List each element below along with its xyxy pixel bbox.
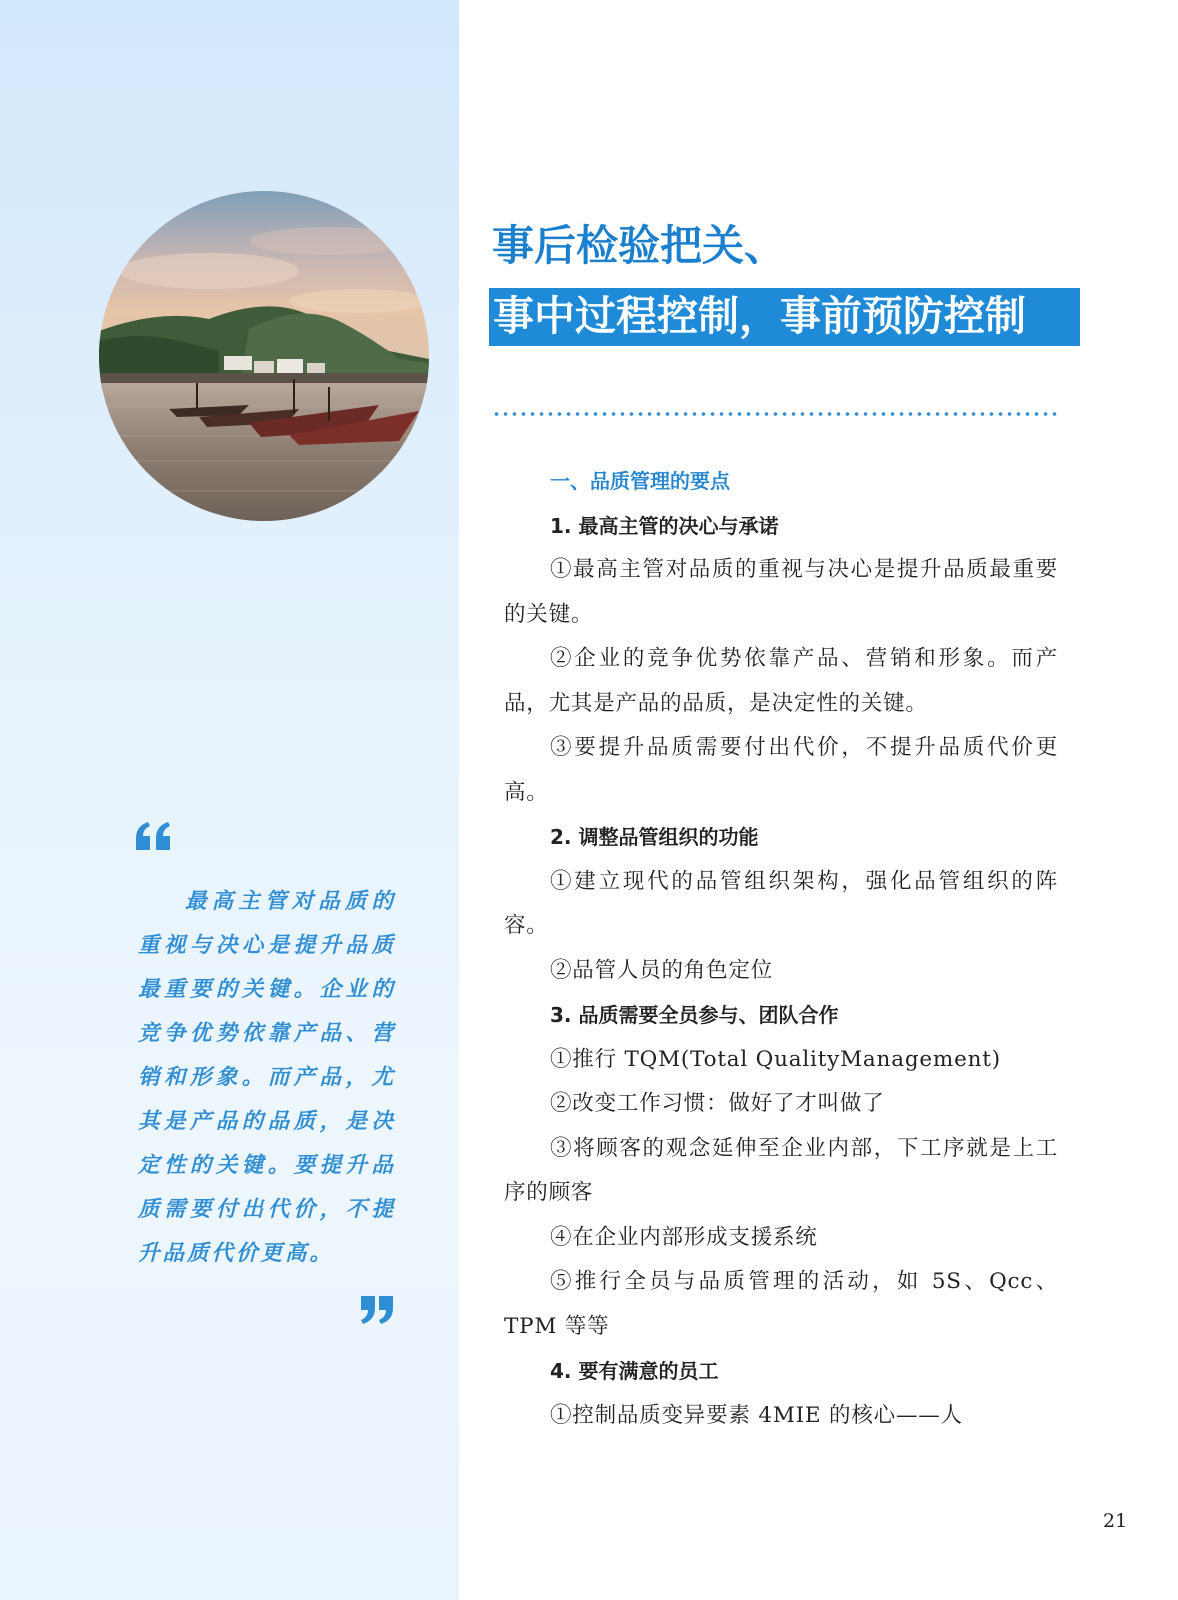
left-sidebar bbox=[0, 0, 459, 1600]
paragraph: ⑤推行全员与品质管理的活动，如 5S、Qcc、TPM 等等 bbox=[504, 1269, 1058, 1339]
page-title-line2: 事中过程控制，事前预防控制 bbox=[493, 292, 1026, 340]
page-title-line1: 事后检验把关、 bbox=[492, 221, 787, 270]
paragraph: ④在企业内部形成支援系统 bbox=[550, 1224, 818, 1250]
paragraph: ①推行 TQM(Total QualityManagement) bbox=[550, 1046, 1001, 1072]
sub-heading-2: 2. 调整品管组织的功能 bbox=[550, 825, 759, 849]
paragraph: ②改变工作习惯：做好了才叫做了 bbox=[550, 1091, 885, 1116]
body-content bbox=[504, 459, 1058, 1438]
sub-heading-4: 4. 要有满意的员工 bbox=[550, 1359, 719, 1383]
sub-heading-1: 1. 最高主管的决心与承诺 bbox=[550, 513, 779, 538]
page-title-highlight bbox=[489, 288, 1080, 346]
sub-heading-3: 3. 品质需要全员参与、团队合作 bbox=[550, 1003, 839, 1027]
lake-boats-photo bbox=[99, 191, 429, 521]
section-heading: 一、品质管理的要点 bbox=[550, 469, 730, 493]
page-number: 21 bbox=[1103, 1510, 1128, 1532]
dotted-divider bbox=[492, 412, 1060, 416]
paragraph: ①建立现代的品管组织架构，强化品管组织的阵容。 bbox=[504, 868, 1058, 938]
open-quote-icon bbox=[134, 820, 174, 860]
paragraph: ②品管人员的角色定位 bbox=[550, 957, 774, 983]
close-quote-icon bbox=[357, 1290, 397, 1330]
pull-quote-text: 最高主管对品质的重视与决心是提升品质最重要的关键。企业的竞争优势依靠产品、营销和形象。而产品，尤其是产品的品质，是决定性的关键。要提升品质需要付出代价，不提升品质代价更高。 bbox=[138, 889, 396, 1266]
paragraph: ①控制品质变异要素 4MIE 的核心——人 bbox=[550, 1402, 963, 1428]
paragraph: ③将顾客的观念延伸至企业内部，下工序就是上工序的顾客 bbox=[504, 1135, 1058, 1205]
paragraph: ①最高主管对品质的重视与决心是提升品质最重要的关键。 bbox=[504, 557, 1058, 627]
paragraph: ②企业的竞争优势依靠产品、营销和形象。而产品，尤其是产品的品质，是决定性的关键。 bbox=[504, 646, 1058, 716]
paragraph: ③要提升品质需要付出代价，不提升品质代价更高。 bbox=[504, 735, 1058, 805]
